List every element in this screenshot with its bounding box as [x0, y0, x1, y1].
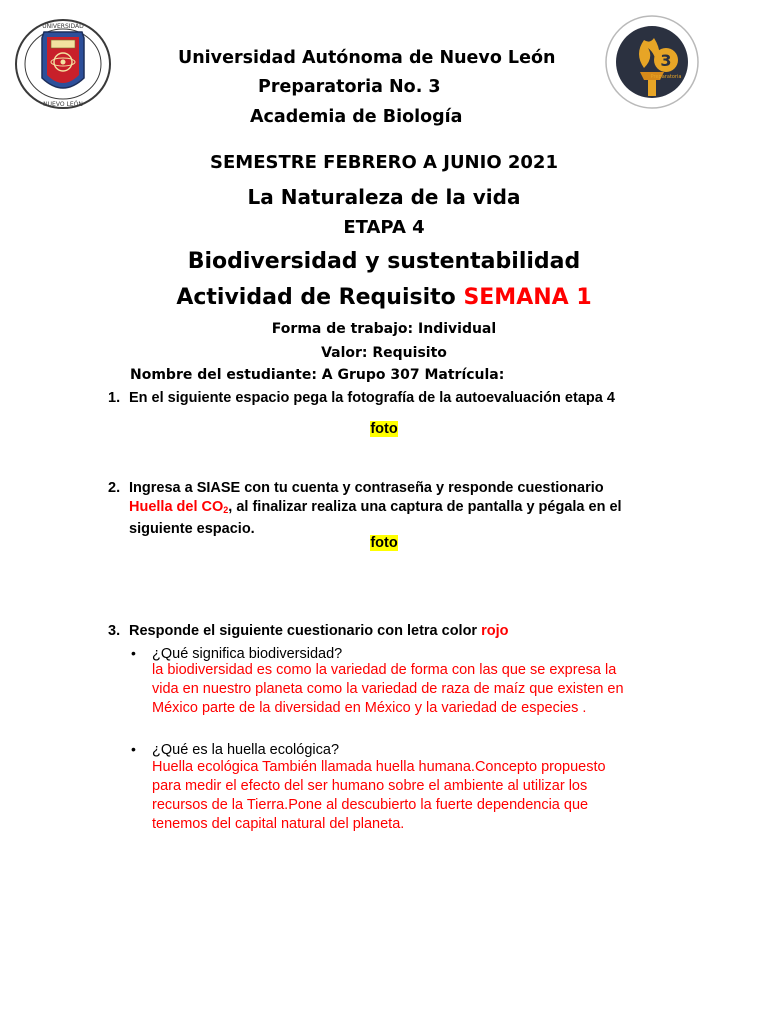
student-line: Nombre del estudiante: A Grupo 307 Matrícula: — [130, 367, 505, 383]
svg-text:UNIVERSIDAD: UNIVERSIDAD — [42, 23, 84, 30]
answer-line: recursos de la Tierra.Pone al descubierto la fuerte dependencia que — [152, 797, 589, 813]
answer-line: para medir el efecto del ser humano sobre el ambiente al utilizar los — [152, 778, 588, 794]
q2-line-3: siguiente espacio. — [129, 521, 255, 537]
q2-text — [129, 479, 622, 539]
answer-line: tenemos del capital natural del planeta. — [152, 816, 405, 832]
q3-item-1-bullet: • — [131, 645, 136, 661]
q1-photo-placeholder: foto — [370, 421, 398, 437]
q1-number: 1. — [108, 390, 121, 406]
q3-text: Responde el siguiente cuestionario con letra color rojo — [129, 623, 509, 639]
q2-number: 2. — [108, 480, 121, 496]
answer-line: Huella ecológica También llamada huella humana.Concepto propuesto — [152, 759, 606, 775]
prepa3-badge-logo — [604, 14, 700, 110]
badge-sub: Preparatoria — [650, 74, 682, 80]
answer-line: la biodiversidad es como la variedad de forma con las que se expresa la — [152, 662, 617, 678]
activity-week: SEMANA 1 — [463, 285, 592, 310]
q1-photo-slot — [0, 420, 768, 438]
q3-item-2-answer — [152, 758, 606, 834]
q2-line-2: Huella del $CO_2$, al finalizar realiza una captura de pantalla y pégala en el — [129, 499, 622, 515]
academy-name: Academia de Biología — [250, 107, 463, 127]
q3-item-1-question: ¿Qué significa biodiversidad? — [152, 646, 343, 662]
q2-line-1: Ingresa a SIASE con tu cuenta y contraseña y responde cuestionario — [129, 480, 604, 496]
q2-photo-slot — [0, 534, 768, 552]
badge-number: 3 — [660, 51, 672, 70]
q2-highlight: Huella del $CO_2$ — [129, 499, 229, 515]
activity-prefix: Actividad de Requisito — [176, 285, 456, 310]
q3-item-2-bullet: • — [131, 741, 136, 757]
q3-color-word: rojo — [481, 623, 509, 639]
uanl-seal-logo — [14, 18, 112, 110]
svg-text:NUEVO LEÓN: NUEVO LEÓN — [43, 101, 83, 108]
university-name: Universidad Autónoma de Nuevo León — [178, 48, 556, 68]
answer-line: vida en nuestro planeta como la variedad de raza de maíz que existen en — [152, 681, 624, 697]
semester-title: SEMESTRE FEBRERO A JUNIO 2021 — [210, 152, 558, 173]
stage-title: ETAPA 4 — [343, 217, 425, 238]
q3-item-2-question: ¿Qué es la huella ecológica? — [152, 742, 340, 758]
course-title: La Naturaleza de la vida — [247, 185, 521, 209]
answer-line: México parte de la diversidad en México y la variedad de especies . — [152, 700, 587, 716]
q3-item-1-answer — [152, 661, 624, 718]
school-name: Preparatoria No. 3 — [258, 77, 441, 97]
topic-title: Biodiversidad y sustentabilidad — [187, 249, 581, 274]
activity-title — [0, 285, 768, 310]
q1-text: En el siguiente espacio pega la fotografía de la autoevaluación etapa 4 — [129, 390, 615, 406]
q2-photo-placeholder: foto — [370, 535, 398, 551]
value-label: Valor: Requisito — [321, 345, 447, 361]
q3-number: 3. — [108, 623, 121, 639]
work-mode: Forma de trabajo: Individual — [271, 321, 497, 337]
